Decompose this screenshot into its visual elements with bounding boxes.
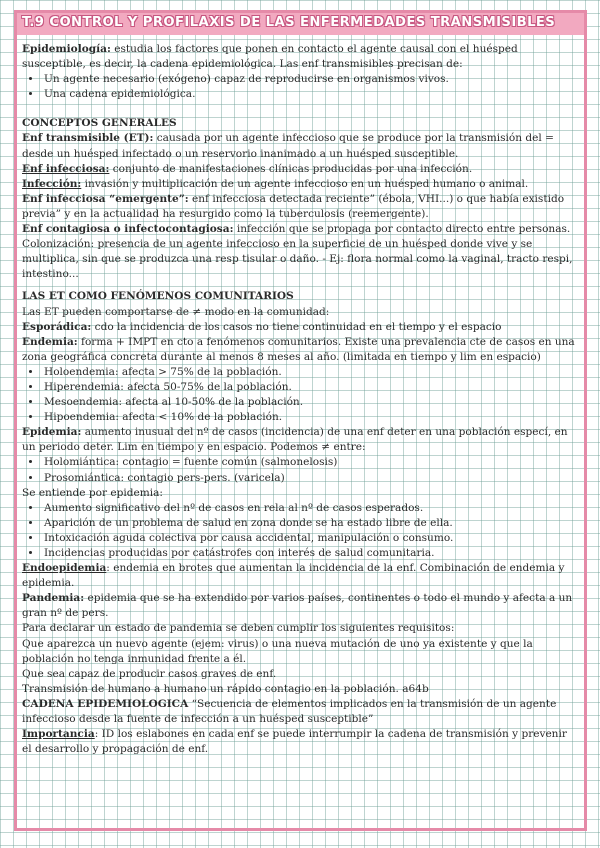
definition-text: forma + IMPT en cto a fenómenos comunitarios. Existe una prevalencia cte de casos en una zona geográfica concreta durante al menos 8 meses al año. (limitada en tiempo y lim en espacio) bbox=[22, 335, 575, 363]
definition-text: enf infecciosa detectada reciente” (ébola, VHI...) o que había existido previa” y en la actualidad ha resurgido como la tuberculosis (reemergente). bbox=[22, 192, 565, 220]
list-item: • Mesoendemia: afecta al 10-50% de la población. bbox=[42, 395, 578, 410]
list-item: • Un agente necesario (exógeno) capaz de reproducirse en organismos vivos. bbox=[42, 72, 578, 87]
definition-text: infección que se propaga por contacto directo entre personas. bbox=[233, 223, 571, 236]
term: Esporádica: bbox=[22, 320, 92, 333]
term: Infección: bbox=[22, 177, 82, 190]
document-body bbox=[22, 42, 578, 757]
term: Enf infecciosa: bbox=[22, 162, 110, 175]
paragraph: Que aparezca un nuevo agente (ejem: virus) o una nueva mutación de uno ya existente y que la población no tenga inmunidad frente a él. bbox=[22, 637, 533, 665]
definition-item bbox=[22, 192, 578, 222]
se-entiende-list bbox=[22, 501, 578, 561]
list-item: • Incidencias producidas por catástrofes con interés de salud comunitaria. bbox=[42, 546, 578, 561]
colonizacion-paragraph: Colonización: presencia de un agente infeccioso en la superficie de un huésped donde vive y se multiplica, sin que se produzca una resp tisular o daño. - Ej: flora normal como la vaginal, tracto respi, intestino... bbox=[22, 238, 573, 281]
definition-text: estudia los factores que ponen en contacto el agente causal con el huésped susceptible, es decir, la cadena epidemiológica. Las enf transmisibles precisan de: bbox=[22, 43, 518, 71]
list-item: • Prosomiántica: contagio pers-pers. (varicela) bbox=[42, 471, 578, 486]
definition-text: invasión y multiplicación de un agente infeccioso en un huésped humano o animal. bbox=[81, 177, 529, 190]
paragraph: Se entiende por epidemia: bbox=[22, 486, 163, 499]
definition-item bbox=[22, 591, 578, 621]
section-heading-conceptos: CONCEPTOS GENERALES bbox=[22, 117, 177, 130]
definition-text: conjunto de manifestaciones clínicas producidas por una infección. bbox=[109, 162, 473, 175]
section-heading-fenomenos: LAS ET COMO FENÓMENOS COMUNITARIOS bbox=[22, 290, 294, 303]
definition-text: : ID los eslabones en cada enf se puede interrumpir la cadena de transmisión y prevenir el desarrollo y propagación de enf. bbox=[22, 728, 567, 756]
term: Enf infecciosa “emergente”: bbox=[22, 192, 189, 205]
term: Endemia: bbox=[22, 335, 78, 348]
list-item: • Holomiántica: contagio = fuente común (salmonelosis) bbox=[42, 455, 578, 470]
definition-text: aumento inusual del nº de casos (incidencia) de una enf deter en una población especí, en un periodo deter. Lim en tiempo y en espacio. Podemos ≠ entre: bbox=[22, 426, 568, 454]
paragraph: Transmisión de humano a humano un rápido contagio en la población. a64b bbox=[22, 682, 429, 695]
list-item: • Holoendemia: afecta > 75% de la población. bbox=[42, 365, 578, 380]
definition-item bbox=[22, 697, 578, 727]
definition-text: causada por un agente infeccioso que se produce por la transmisión del = desde un huésped infectado o un reservorio inanimado a un huésped susceptible. bbox=[22, 132, 554, 160]
paragraph: Las ET pueden comportarse de ≠ modo en la comunidad: bbox=[22, 305, 330, 318]
intro-paragraph bbox=[22, 42, 578, 72]
definition-text: cdo la incidencia de los casos no tiene continuidad en el tiempo y el espacio bbox=[91, 320, 502, 333]
title-banner bbox=[17, 13, 584, 35]
definition-text: epidemia que se ha extendido por varios países, continentes o todo el mundo y afecta a un gran nº de pers. bbox=[22, 592, 573, 620]
list-item: • Aumento significativo del nº de casos en rela al nº de casos esperados. bbox=[42, 501, 578, 516]
list-item: • Intoxicación aguda colectiva por causa accidental, manipulación o consumo. bbox=[42, 531, 578, 546]
page-title: T.9 CONTROL Y PROFILAXIS DE LAS ENFERMEDADES TRANSMISIBLES bbox=[22, 15, 556, 30]
definition-item bbox=[22, 425, 578, 455]
term-epidemiologia: Epidemiología: bbox=[22, 43, 111, 55]
term: Enf contagiosa o infectocontagiosa: bbox=[22, 223, 234, 236]
spacer bbox=[22, 282, 578, 289]
term: CADENA EPIDEMIOLOGICA bbox=[22, 697, 189, 710]
paragraph: Para declarar un estado de pandemia se deben cumplir los siguientes requisitos: bbox=[22, 622, 455, 635]
term: Pandemia: bbox=[22, 592, 85, 605]
endemia-list bbox=[22, 365, 578, 425]
epidemia-list bbox=[22, 455, 578, 485]
definition-item bbox=[22, 320, 578, 335]
list-item: • Aparición de un problema de salud en zona donde se ha estado libre de ella. bbox=[42, 516, 578, 531]
term: Importancia bbox=[22, 728, 95, 741]
term: Enf transmisible (ET): bbox=[22, 132, 154, 145]
definition-item bbox=[22, 131, 578, 161]
term: Endoepidemia bbox=[22, 562, 107, 575]
list-item: • Hipoendemia: afecta < 10% de la población. bbox=[42, 410, 578, 425]
definition-item bbox=[22, 162, 578, 177]
definition-text: “Secuencia de elementos implicados en la transmisión de un agente infeccioso desde la fuente de infección a un huésped susceptible” bbox=[22, 697, 557, 726]
paragraph: Que sea capaz de producir casos graves de enf. bbox=[22, 667, 277, 680]
definition-item bbox=[22, 222, 578, 237]
definition-item bbox=[22, 177, 578, 192]
definition-item bbox=[22, 335, 578, 365]
intro-list bbox=[22, 72, 578, 102]
list-item: • Una cadena epidemiológica. bbox=[42, 87, 578, 102]
definition-text: : endemia en brotes que aumentan la incidencia de la enf. Combinación de endemia y epidemia. bbox=[22, 562, 565, 590]
list-item: • Hiperendemia: afecta 50-75% de la población. bbox=[42, 380, 578, 395]
term: Epidemia: bbox=[22, 426, 82, 439]
definition-item bbox=[22, 727, 578, 757]
definition-item bbox=[22, 561, 578, 591]
spacer bbox=[22, 102, 578, 116]
